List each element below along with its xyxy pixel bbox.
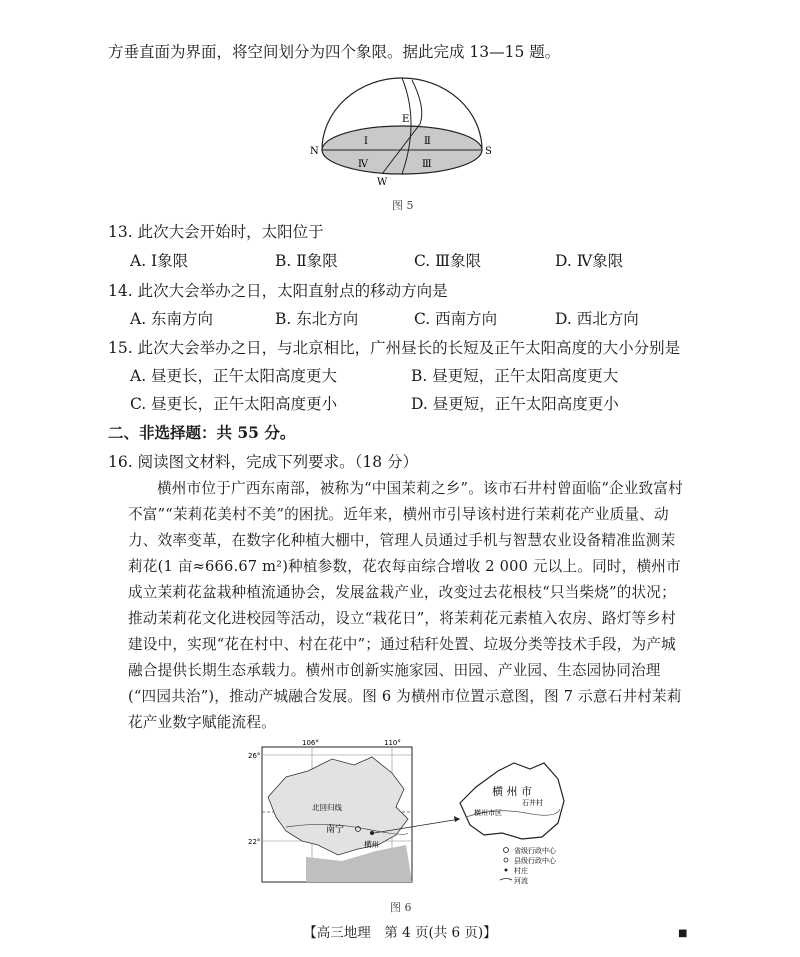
quadrant-3: Ⅲ: [422, 159, 432, 170]
q13-option-c[interactable]: C. Ⅲ象限: [414, 252, 482, 270]
q14-option-a[interactable]: A. 东南方向: [130, 310, 214, 328]
hengzhou-outline: [460, 763, 564, 839]
label-n: N: [310, 146, 319, 157]
hengzhou-label: 横州: [364, 840, 379, 849]
q15-option-c[interactable]: C. 昼更长，正午太阳高度更小: [130, 395, 338, 413]
q14-option-d[interactable]: D. 西北方向: [555, 310, 639, 328]
label-w: W: [377, 177, 388, 188]
quadrant-4: Ⅳ: [358, 159, 368, 170]
page-footer: 【高三地理 第 4 页(共 6 页)】: [303, 925, 497, 941]
q15-option-a[interactable]: A. 昼更长，正午太阳高度更大: [130, 367, 338, 385]
lon-110-label: 110°: [384, 739, 401, 747]
label-e: E: [402, 114, 410, 125]
q14-option-b[interactable]: B. 东北方向: [275, 310, 359, 328]
lat-22-label: 22°: [248, 838, 261, 846]
section-heading: 二、非选择题：共 55 分。: [108, 423, 296, 442]
e-arc: [412, 80, 422, 124]
q14-stem: 14. 此次大会举办之日，太阳直射点的移动方向是: [108, 282, 448, 300]
label-s: S: [485, 146, 492, 157]
lon-106-label: 106°: [302, 739, 319, 747]
shijing-label: 石井村: [522, 799, 543, 807]
q13-stem: 13. 此次大会开始时，太阳位于: [108, 223, 324, 241]
hengzhou-marker: [370, 831, 374, 835]
q14-option-c[interactable]: C. 西南方向: [414, 310, 498, 328]
q13-option-d[interactable]: D. Ⅳ象限: [555, 252, 624, 270]
legend-provincial-icon: [504, 848, 509, 853]
corner-mark: ■: [678, 928, 688, 939]
urban-label: 横州市区: [474, 809, 502, 817]
legend-village: 村庄: [514, 867, 528, 875]
hengzhou-city-label: 横 州 市: [492, 785, 532, 798]
q13-option-b[interactable]: B. Ⅱ象限: [275, 252, 338, 270]
callout-arrow: [454, 816, 460, 822]
hemisphere-diagram: [308, 72, 498, 197]
q15-option-b[interactable]: B. 昼更短，正午太阳高度更大: [411, 367, 619, 385]
nanning-label: 南宁: [326, 825, 345, 835]
legend-county: 县级行政中心: [514, 857, 556, 865]
q15-option-d[interactable]: D. 昼更短，正午太阳高度更小: [411, 395, 619, 413]
figure6-caption: 图 6: [390, 901, 412, 914]
lat-26-label: 26°: [248, 752, 261, 760]
intro-text: 方垂直面为界面，将空间划分为四个象限。据此完成 13—15 题。: [108, 43, 561, 61]
legend-county-icon: [504, 858, 508, 862]
q15-stem: 15. 此次大会举办之日，与北京相比，广州昼长的长短及正午太阳高度的大小分别是: [108, 339, 681, 357]
q16-paragraph: 横州市位于广西东南部，被称为“中国茉莉之乡”。该市石井村曾面临“企业致富村不富”“茉莉花美村不美”的困扰。近年来，横州市引导该村进行茉莉花产业质量、动力、效率变革，在数字化种植大棚中，管理人员通过手机与智慧农业设备精准监测茉莉花(1 亩≈666.67 m²)种植参数，花农每亩综合增收 2 000 元以上。同时，横州市成立茉莉花盆栽种植流通协会，发展盆栽产业，改变过去花根枝“只当柴烧”的状况；推动茉莉花文化进校园等活动，设立“栽花日”，将茉莉花元素植入农房、路灯等乡村建设中，实现“花在村中、村在花中”；通过秸秆处置、垃圾分类等技术手段，为产城融合提供长期生态承载力。横州市创新实施家园、田园、产业园、生态园协同治理(“四园共治”)，推动产城融合发展。图 6 为横州市位置示意图，图 7 示意石井村茉莉花产业数字赋能流程。: [128, 480, 683, 731]
q16-stem: 16. 阅读图文材料，完成下列要求。（18 分）: [108, 453, 418, 471]
legend-river-icon: [500, 879, 512, 881]
legend-river: 河流: [514, 877, 528, 885]
q13-option-a[interactable]: A. Ⅰ象限: [130, 252, 189, 270]
location-map: [246, 737, 590, 897]
legend-provincial: 省级行政中心: [514, 847, 556, 855]
tropic-label: 北回归线: [312, 803, 342, 812]
quadrant-1: Ⅰ: [364, 136, 368, 147]
figure5-caption: 图 5: [392, 199, 414, 212]
legend-village-icon: [505, 869, 508, 872]
quadrant-2: Ⅱ: [424, 136, 431, 147]
